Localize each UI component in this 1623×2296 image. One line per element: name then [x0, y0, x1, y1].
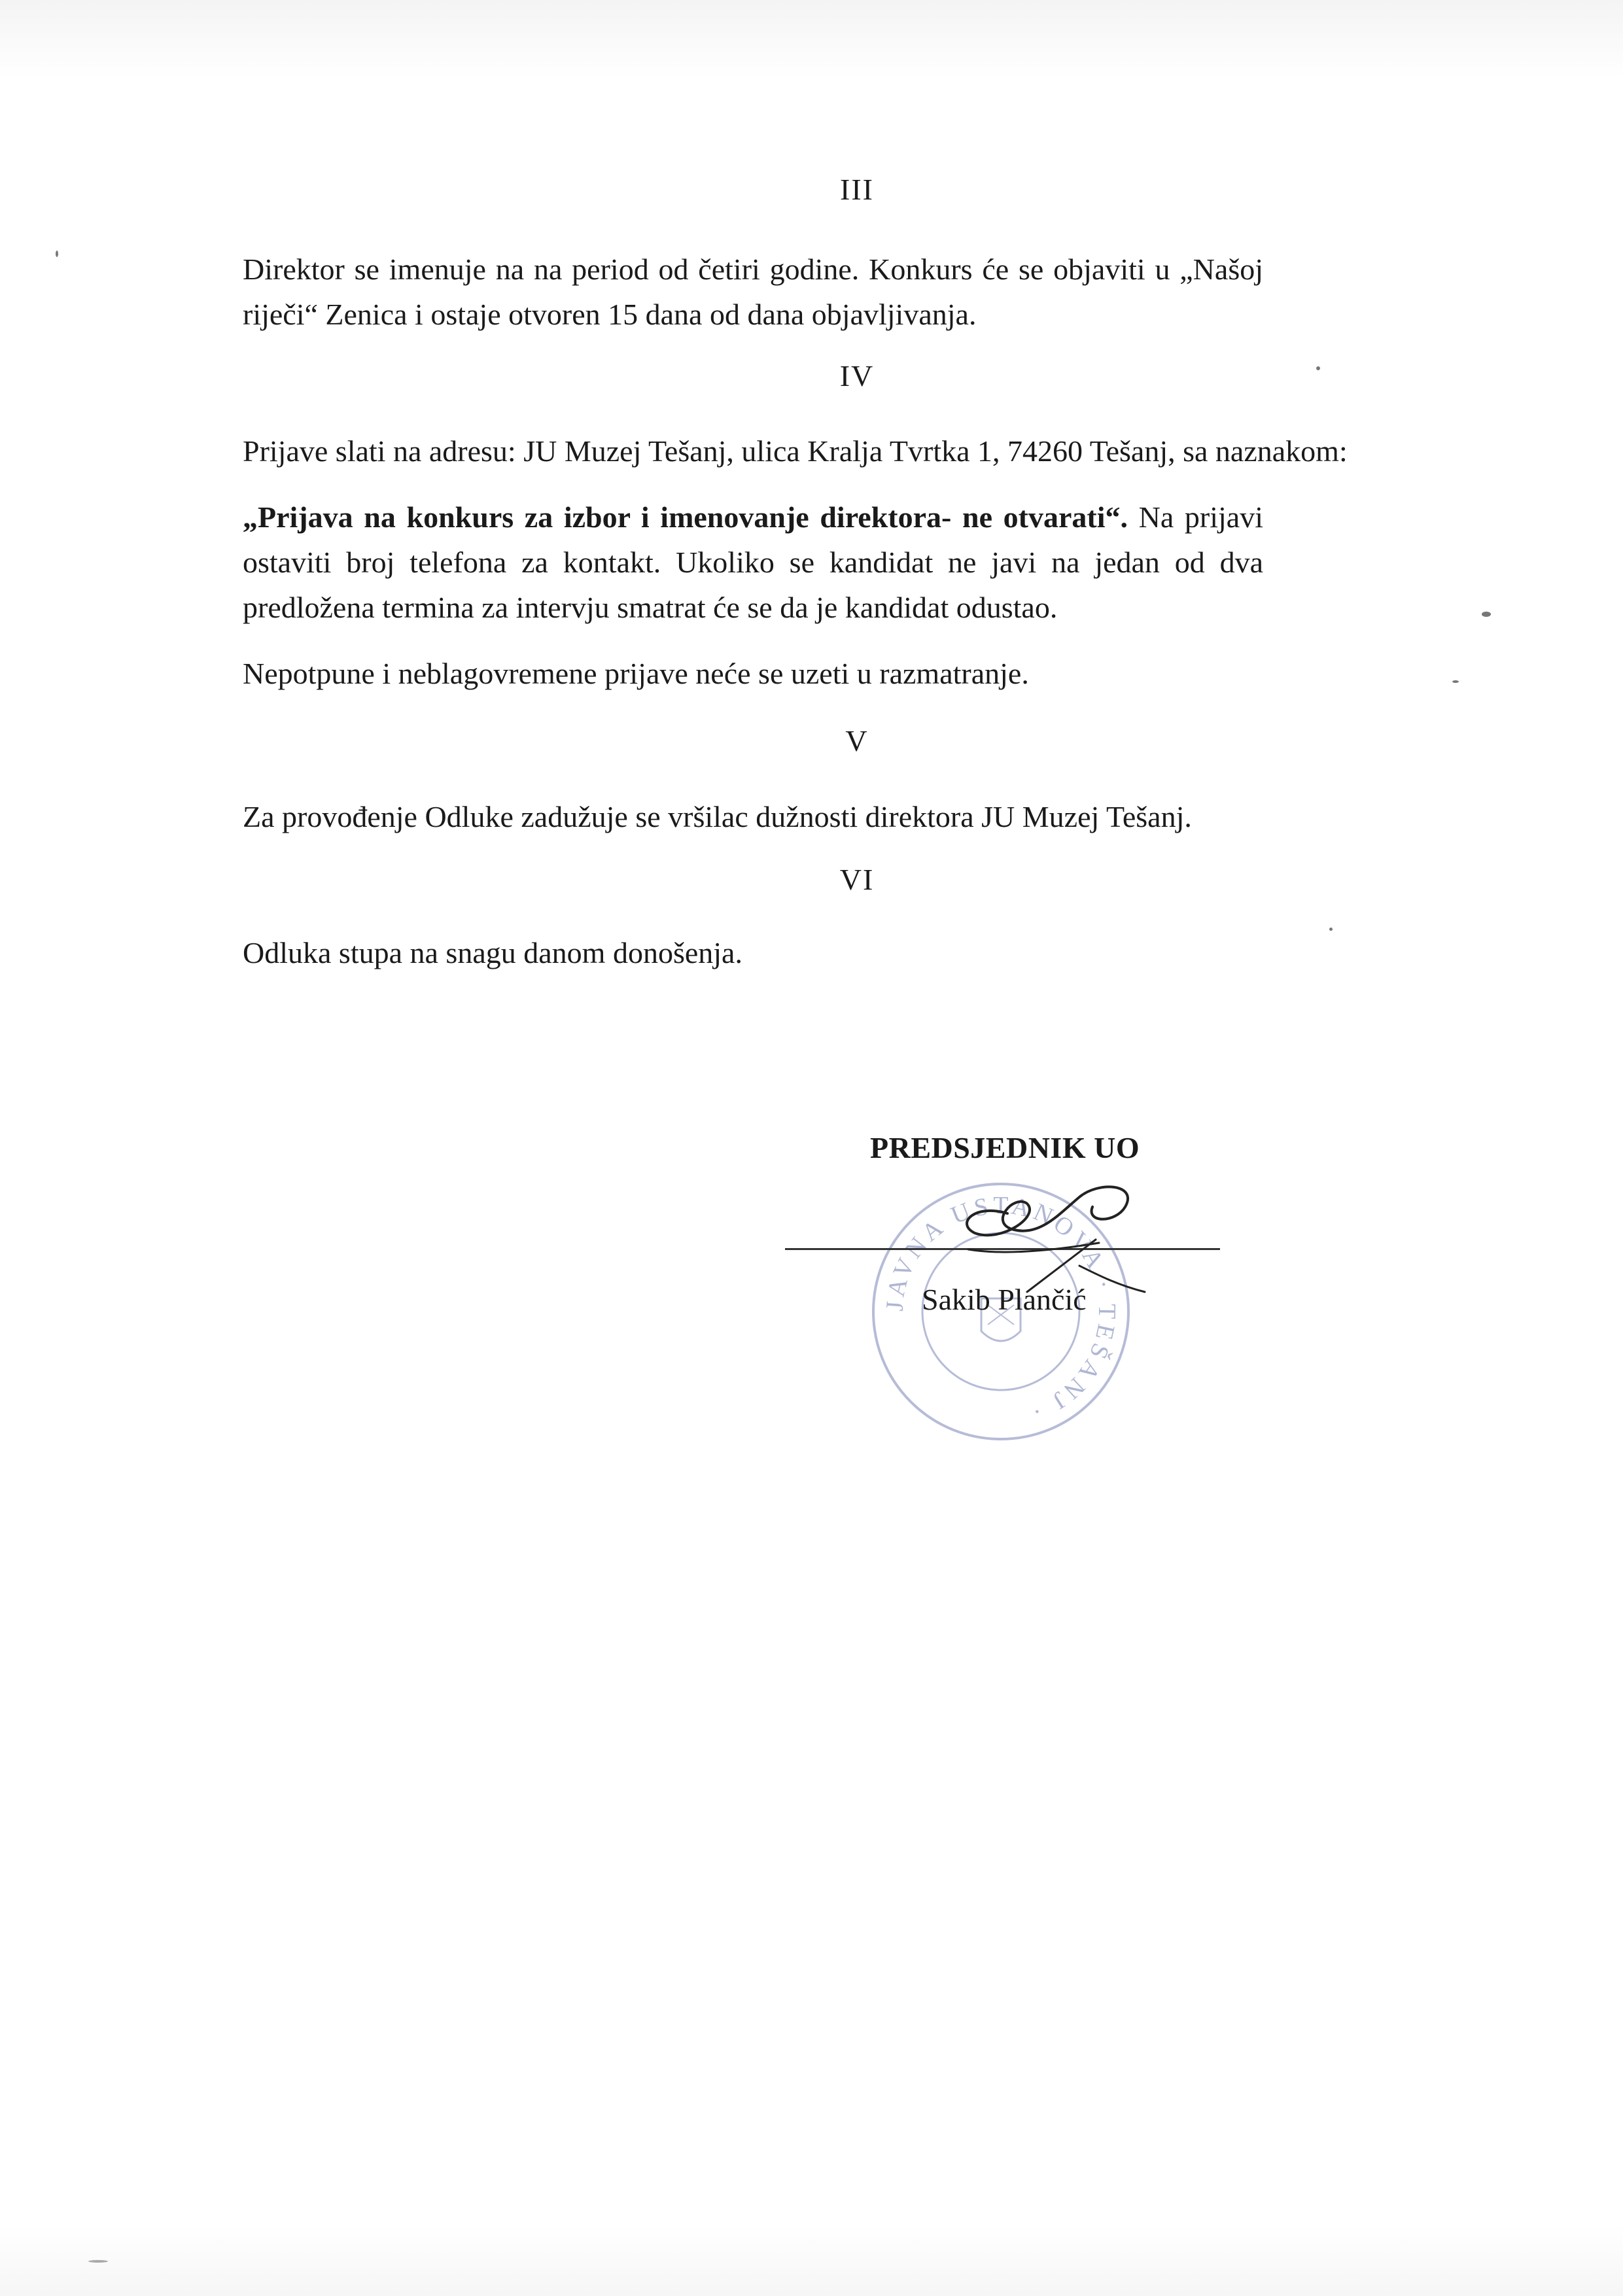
section-heading-iii: III: [840, 173, 874, 206]
scan-speck: [1316, 366, 1320, 370]
section-vi-paragraph: Odluka stupa na snagu danom donošenja.: [243, 936, 742, 969]
application-instructions: Na prijavi ostaviti broj telefona za kontakt. Ukoliko se kandidat ne javi na jedan od dva predložena termina za intervju smatrat će se da je kandidat odustao.: [243, 500, 1263, 624]
section-heading-vi: VI: [839, 863, 875, 896]
envelope-paragraph: [243, 495, 1263, 630]
section-heading-iv: IV: [839, 359, 875, 392]
section-heading-v: V: [845, 724, 869, 757]
section-iii-paragraph: Direktor se imenuje na na period od četiri godine. Konkurs će se objaviti u „Našoj riječi“ Zenica i ostaje otvoren 15 dana od dana objavljivanja.: [243, 252, 1263, 331]
handwritten-signature: [929, 1151, 1204, 1321]
scan-speck: [56, 251, 58, 257]
address-paragraph: Prijave slati na adresu: JU Muzej Tešanj, ulica Kralja Tvrtka 1, 74260 Tešanj, sa naznakom:: [243, 434, 1348, 468]
signatory-name: Sakib Plančić: [922, 1283, 1087, 1316]
signatory-title: PREDSJEDNIK UO: [870, 1131, 1140, 1164]
scan-speck: [1329, 928, 1333, 931]
stamp-text: JAVNA USTANOVA · TEŠANJ ·: [881, 1191, 1121, 1427]
scan-speck: [1452, 680, 1459, 683]
scan-speck: [1482, 612, 1491, 617]
scan-speck: [88, 2260, 108, 2263]
envelope-label: „Prijava na konkurs za izbor i imenovanje direktora- ne otvarati“.: [243, 500, 1128, 534]
incomplete-applications-note: Nepotpune i neblagovremene prijave neće se uzeti u razmatranje.: [243, 657, 1029, 690]
section-v-paragraph: Za provođenje Odluke zadužuje se vršilac dužnosti direktora JU Muzej Tešanj.: [243, 800, 1192, 833]
